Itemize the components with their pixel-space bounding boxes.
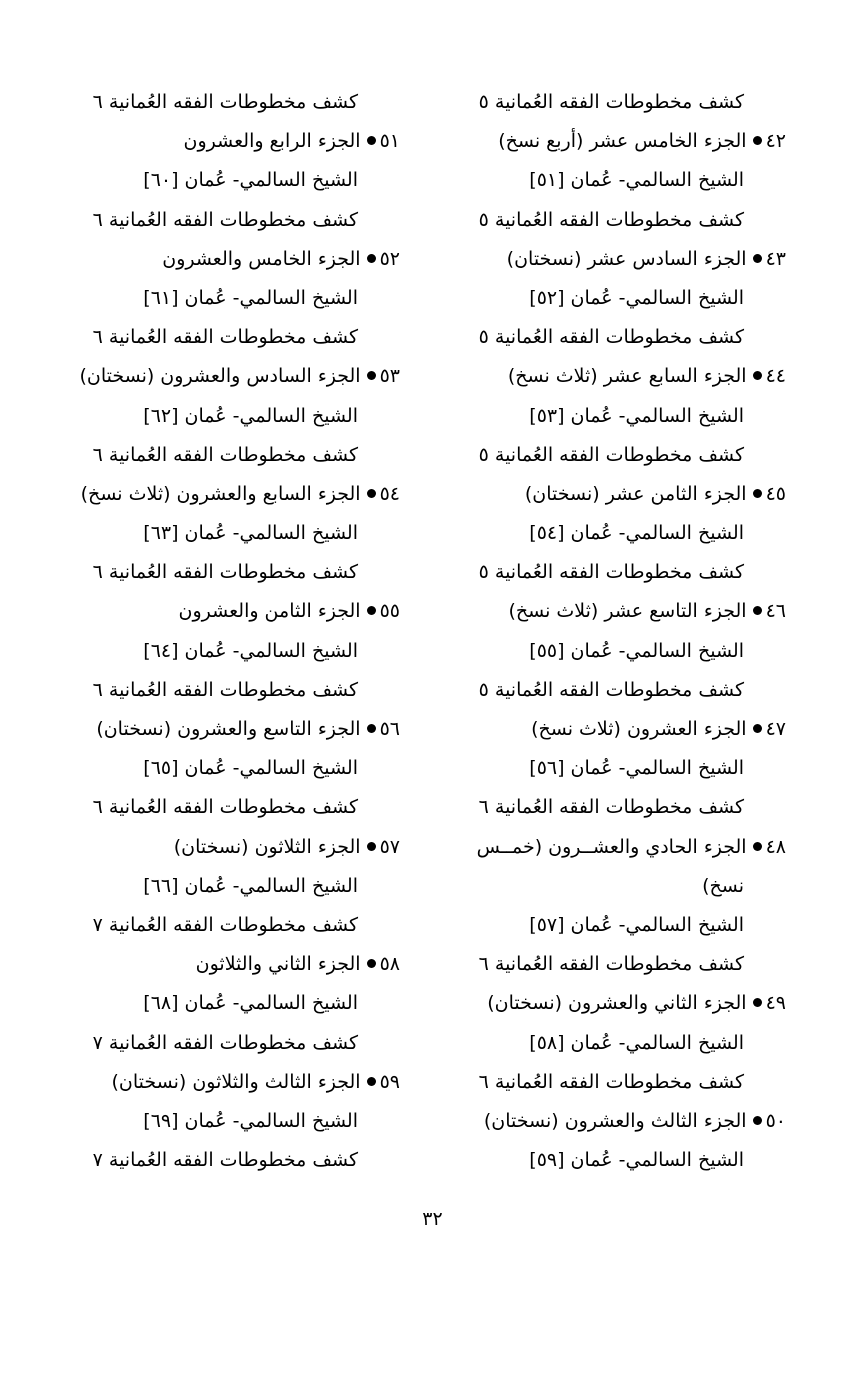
entry-title: الجزء الثلاثون (نسختان): [173, 835, 361, 858]
entry-title: الجزء التاسع عشر (ثلاث نسخ): [508, 600, 747, 623]
entry-title: الجزء العشرون (ثلاث نسخ): [531, 718, 747, 740]
entry-number: ٥٤: [379, 482, 400, 505]
catalog-line: كشف مخطوطات الفقه العُمانية ٧: [92, 913, 358, 936]
entry-number: ٤٧: [765, 718, 786, 740]
entry-number: ٥٧: [379, 835, 400, 858]
entry-heading: [436, 1102, 786, 1141]
bullet-icon: [753, 998, 762, 1007]
source-line: الشيخ السالمي- عُمان [٦٦]: [143, 874, 358, 897]
entry-heading: [40, 945, 400, 984]
entry-number: ٤٦: [765, 600, 786, 623]
entry-title: الجزء الخامس والعشرون: [162, 247, 361, 270]
entry-heading: [436, 828, 786, 867]
entry-heading: [40, 240, 400, 279]
bullet-icon: [753, 136, 762, 145]
bullet-icon: [367, 489, 376, 498]
entry-number: ٥٨: [379, 953, 400, 976]
source-line: الشيخ السالمي- عُمان [٦٢]: [143, 404, 358, 427]
entry-number: ٥٥: [379, 600, 400, 623]
entry-heading: [436, 357, 786, 396]
source-line: الشيخ السالمي- عُمان [٥٣]: [529, 404, 744, 427]
entry-heading: [436, 240, 786, 279]
entry-heading: [40, 710, 400, 749]
catalog-line: كشف مخطوطات الفقه العُمانية ٦: [478, 953, 744, 976]
entry-heading: [40, 475, 400, 514]
source-line: الشيخ السالمي- عُمان [٦٣]: [143, 522, 358, 545]
catalog-line: كشف مخطوطات الفقه العُمانية ٦: [92, 326, 358, 349]
entry-heading: [436, 710, 786, 749]
bullet-icon: [753, 254, 762, 263]
entry-number: ٥٦: [379, 718, 400, 740]
catalog-line: كشف مخطوطات الفقه العُمانية ٥: [478, 91, 744, 113]
right-column: [436, 83, 786, 1180]
entry-number: ٥١: [379, 130, 400, 153]
entry-title: الجزء الحادي والعشــرون (خمــس: [476, 835, 747, 858]
bullet-icon: [753, 842, 762, 851]
entry-heading: [436, 984, 786, 1023]
catalog-line: كشف مخطوطات الفقه العُمانية ٦: [92, 678, 358, 701]
bullet-icon: [753, 489, 762, 498]
entry-number: ٤٣: [765, 247, 786, 270]
entry-heading: [436, 122, 786, 161]
bullet-icon: [753, 371, 762, 380]
source-line: الشيخ السالمي- عُمان [٦١]: [143, 286, 358, 309]
entry-title: الجزء السادس عشر (نسختان): [506, 247, 747, 270]
source-line: الشيخ السالمي- عُمان [٥٢]: [529, 286, 744, 309]
entry-number: ٥٣: [379, 365, 400, 388]
source-line: الشيخ السالمي- عُمان [٦٨]: [143, 992, 358, 1015]
catalog-line: كشف مخطوطات الفقه العُمانية ٥: [478, 208, 744, 231]
entry-title: الجزء التاسع والعشرون (نسختان): [96, 718, 361, 740]
entry-title: الجزء الرابع والعشرون: [183, 130, 361, 153]
left-column: [40, 83, 400, 1180]
entry-number: ٥٠: [765, 1109, 786, 1132]
source-line: الشيخ السالمي- عُمان [٦٠]: [143, 169, 358, 192]
bullet-icon: [367, 136, 376, 145]
entry-title: الجزء الخامس عشر (أربع نسخ): [498, 130, 747, 153]
entry-heading: [436, 475, 786, 514]
entry-heading: [40, 828, 400, 867]
catalog-line: كشف مخطوطات الفقه العُمانية ٦: [92, 91, 358, 113]
entry-title: الجزء الثالث والثلاثون (نسختان): [111, 1070, 361, 1093]
entry-title: الجزء الثاني والثلاثون: [195, 953, 361, 976]
bullet-icon: [367, 254, 376, 263]
catalog-line: كشف مخطوطات الفقه العُمانية ٥: [478, 443, 744, 466]
bullet-icon: [367, 724, 376, 733]
source-line: الشيخ السالمي- عُمان [٥٩]: [529, 1149, 744, 1172]
catalog-line: كشف مخطوطات الفقه العُمانية ٦: [478, 1070, 744, 1093]
entry-heading: [40, 592, 400, 631]
entry-number: ٤٨: [765, 835, 786, 858]
source-line: الشيخ السالمي- عُمان [٦٤]: [143, 639, 358, 662]
catalog-line: كشف مخطوطات الفقه العُمانية ٧: [92, 1031, 358, 1054]
bullet-icon: [367, 959, 376, 968]
source-line: الشيخ السالمي- عُمان [٥٧]: [529, 913, 744, 936]
page-number: ٣٢: [422, 1208, 443, 1230]
source-line: الشيخ السالمي- عُمان [٥١]: [529, 169, 744, 192]
bullet-icon: [753, 606, 762, 615]
source-line: الشيخ السالمي- عُمان [٥٤]: [529, 522, 744, 545]
source-line: الشيخ السالمي- عُمان [٥٨]: [529, 1031, 744, 1054]
entry-heading: [40, 1063, 400, 1102]
entry-number: ٥٢: [379, 247, 400, 270]
entry-title: الجزء السابع والعشرون (ثلاث نسخ): [80, 482, 361, 505]
bullet-icon: [367, 842, 376, 851]
catalog-line: كشف مخطوطات الفقه العُمانية ٥: [478, 326, 744, 349]
catalog-line: كشف مخطوطات الفقه العُمانية ٦: [92, 208, 358, 231]
source-line: الشيخ السالمي- عُمان [٦٩]: [143, 1109, 358, 1132]
entry-heading: [40, 357, 400, 396]
entry-number: ٤٩: [765, 992, 786, 1015]
entry-number: ٤٢: [765, 130, 786, 153]
entry-heading: [40, 122, 400, 161]
bullet-icon: [367, 1077, 376, 1086]
bullet-icon: [753, 1116, 762, 1125]
catalog-line: كشف مخطوطات الفقه العُمانية ٦: [92, 561, 358, 584]
entry-number: ٤٤: [765, 365, 786, 388]
entry-number: ٥٩: [379, 1070, 400, 1093]
source-line: الشيخ السالمي- عُمان [٥٥]: [529, 639, 744, 662]
catalog-line: كشف مخطوطات الفقه العُمانية ٥: [478, 678, 744, 701]
source-line: الشيخ السالمي- عُمان [٦٥]: [143, 757, 358, 780]
catalog-line: كشف مخطوطات الفقه العُمانية ٥: [478, 561, 744, 584]
entry-title: الجزء الثالث والعشرون (نسختان): [483, 1109, 747, 1132]
catalog-line: كشف مخطوطات الفقه العُمانية ٦: [92, 443, 358, 466]
entry-title: الجزء السابع عشر (ثلاث نسخ): [507, 365, 747, 388]
bullet-icon: [367, 606, 376, 615]
catalog-line: كشف مخطوطات الفقه العُمانية ٧: [92, 1149, 358, 1172]
source-line: الشيخ السالمي- عُمان [٥٦]: [529, 757, 744, 780]
bullet-icon: [753, 724, 762, 733]
entry-title: الجزء الثاني والعشرون (نسختان): [487, 992, 747, 1015]
entry-title: الجزء السادس والعشرون (نسختان): [79, 365, 361, 388]
entry-title: الجزء الثامن والعشرون: [178, 600, 361, 623]
entry-continuation: نسخ): [702, 874, 744, 897]
entry-number: ٤٥: [765, 482, 786, 505]
bullet-icon: [367, 371, 376, 380]
catalog-line: كشف مخطوطات الفقه العُمانية ٦: [92, 796, 358, 819]
catalog-line: كشف مخطوطات الفقه العُمانية ٦: [478, 796, 744, 819]
entry-title: الجزء الثامن عشر (نسختان): [524, 482, 747, 505]
entry-heading: [436, 592, 786, 631]
